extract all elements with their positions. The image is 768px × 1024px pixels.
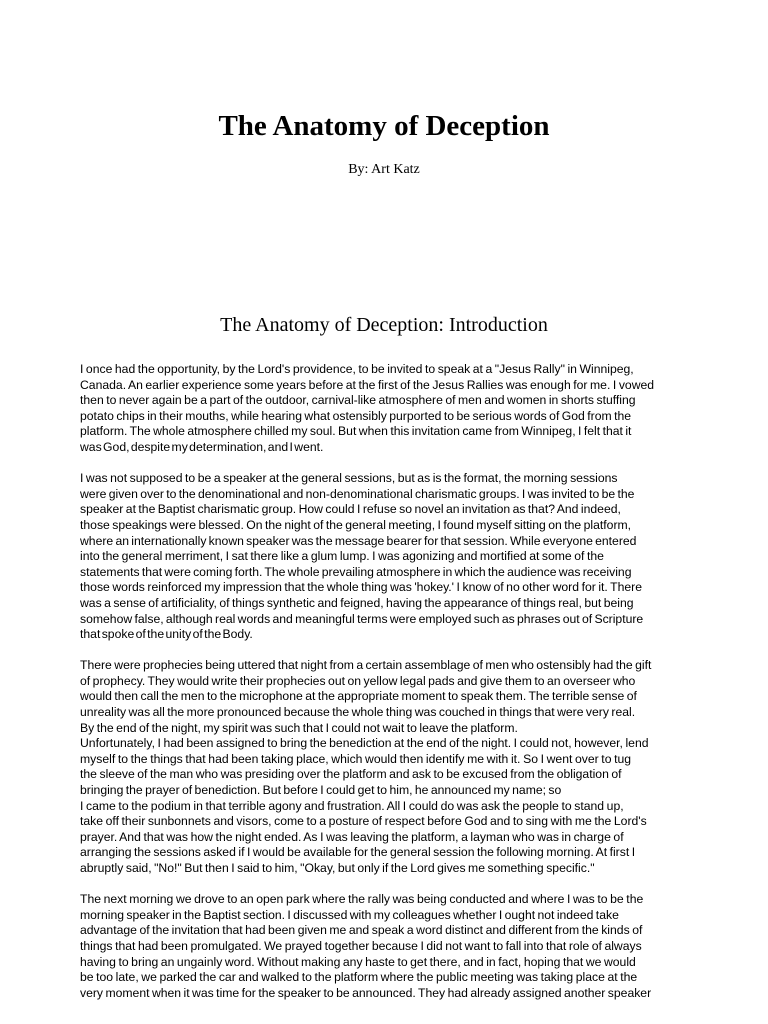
text-line: I once had the opportunity, by the Lord's providence, to be invited to speak at a "Jesus Rally" in Winnipeg,: [80, 362, 634, 376]
text-line: was a sense of artificiality, of things synthetic and feigned, having the appearance of things real, but being: [80, 595, 634, 610]
text-line: There were prophecies being uttered that night from a certain assemblage of men who ostensibly had the gift: [80, 658, 652, 673]
text-line: would then call the men to the microphone at the appropriate moment to speak them. The terrible sense of: [80, 689, 637, 704]
text-line: where an internationally known speaker was the message bearer for that session. While everyone entered: [80, 533, 637, 548]
text-line: of prophecy. They would write their prophecies out on yellow legal pads and give them to an overseer who: [80, 673, 636, 688]
text-line: having to bring an ungainly word. Without making any haste to get there, and in fact, hoping that we would: [80, 954, 636, 969]
text-line: very moment when it was time for the speaker to be announced. They had already assigned another speaker: [80, 985, 652, 1000]
text-line: into the general merriment, I sat there like a glum lump. I was agonizing and mortified at some of the: [80, 549, 604, 564]
text-line: things that had been promulgated. We prayed together because I did not want to fall into that role of always: [80, 938, 642, 953]
document-author: By: Art Katz: [348, 162, 420, 177]
text-line: bringing the prayer of benediction. But before I could get to him, he announced my name; so: [80, 783, 562, 798]
paragraph: [80, 362, 700, 456]
text-line: take off their sunbonnets and visors, come to a posture of respect before God and to sing with me the Lord's: [80, 814, 647, 829]
text-line: platform. The whole atmosphere chilled my soul. But when this invitation came from Winnipeg, I felt that it: [80, 424, 632, 439]
text-line: Unfortunately, I had been assigned to bring the benediction at the end of the night. I could not, however, lend: [80, 736, 649, 751]
text-line: I was not supposed to be a speaker at the general sessions, but as is the format, the morning sessions: [80, 471, 618, 486]
text-line: then to never again be a part of the outdoor, carnival-like atmosphere of men and women in shorts stuffing: [80, 393, 636, 408]
text-line: speaker at the Baptist charismatic group. How could I refuse so novel an invitation as that? And indeed,: [80, 502, 621, 517]
text-line: arranging the sessions asked if I would be available for the general session the following morning. At first I: [80, 845, 636, 860]
text-line: I came to the podium in that terrible agony and frustration. All I could do was ask the people to stand up,: [80, 798, 624, 813]
text-line: The next morning we drove to an open park where the rally was being conducted and where I was to be the: [80, 892, 644, 907]
document-title: The Anatomy of Deception: [218, 110, 550, 142]
text-line: prayer. And that was how the night ended. As I was leaving the platform, a layman who was in charge of: [80, 829, 624, 844]
paragraph: [80, 658, 700, 876]
text-line: were given over to the denominational and non-denominational charismatic groups. I was invited to be the: [80, 486, 635, 501]
text-line: By the end of the night, my spirit was such that I could not wait to leave the platform.: [80, 720, 518, 735]
paragraph: [80, 471, 700, 643]
text-line: myself to the things that had been taking place, which would then identify me with it. So I went over to tug: [80, 751, 632, 766]
paragraph: [80, 892, 700, 1001]
text-line: somehow false, although real words and meaningful terms were employed such as phrases out of Scripture: [80, 611, 644, 626]
text-line: statements that were coming forth. The whole prevailing atmosphere in which the audience was receiving: [80, 564, 632, 579]
text-line: those words reinforced my impression that the whole thing was 'hokey.' I know of no other word for it. There: [80, 580, 642, 595]
text-line: morning speaker in the Baptist section. I discussed with my colleagues whether I ought not indeed take: [80, 907, 619, 922]
document-body: [80, 362, 700, 1017]
section-title: The Anatomy of Deception: Introduction: [220, 314, 548, 336]
text-line: advantage of the invitation that had been given me and speak a word distinct and different from the kinds of: [80, 923, 643, 938]
text-line: Canada. An earlier experience some years before at the first of the Jesus Rallies was enough for me. I vowed: [80, 377, 655, 392]
text-line: those speakings were blessed. On the night of the general meeting, I found myself sitting on the platform,: [80, 517, 632, 532]
text-line: be too late, we parked the car and walked to the platform where the public meeting was taking place at the: [80, 970, 638, 985]
text-line: was God, despite my determination, and I went.: [80, 439, 324, 454]
text-line: unreality was all the more pronounced because the whole thing was couched in things that were very real.: [80, 705, 636, 720]
text-line: abruptly said, "No!" But then I said to him, "Okay, but only if the Lord gives me something specific.": [80, 861, 595, 875]
text-line: the sleeve of the man who was presiding over the platform and ask to be excused from the obligation of: [80, 767, 622, 782]
text-line: that spoke of the unity of the Body.: [80, 627, 253, 642]
text-line: potato chips in their mouths, while hearing what ostensibly purported to be serious words of God from the: [80, 408, 632, 423]
